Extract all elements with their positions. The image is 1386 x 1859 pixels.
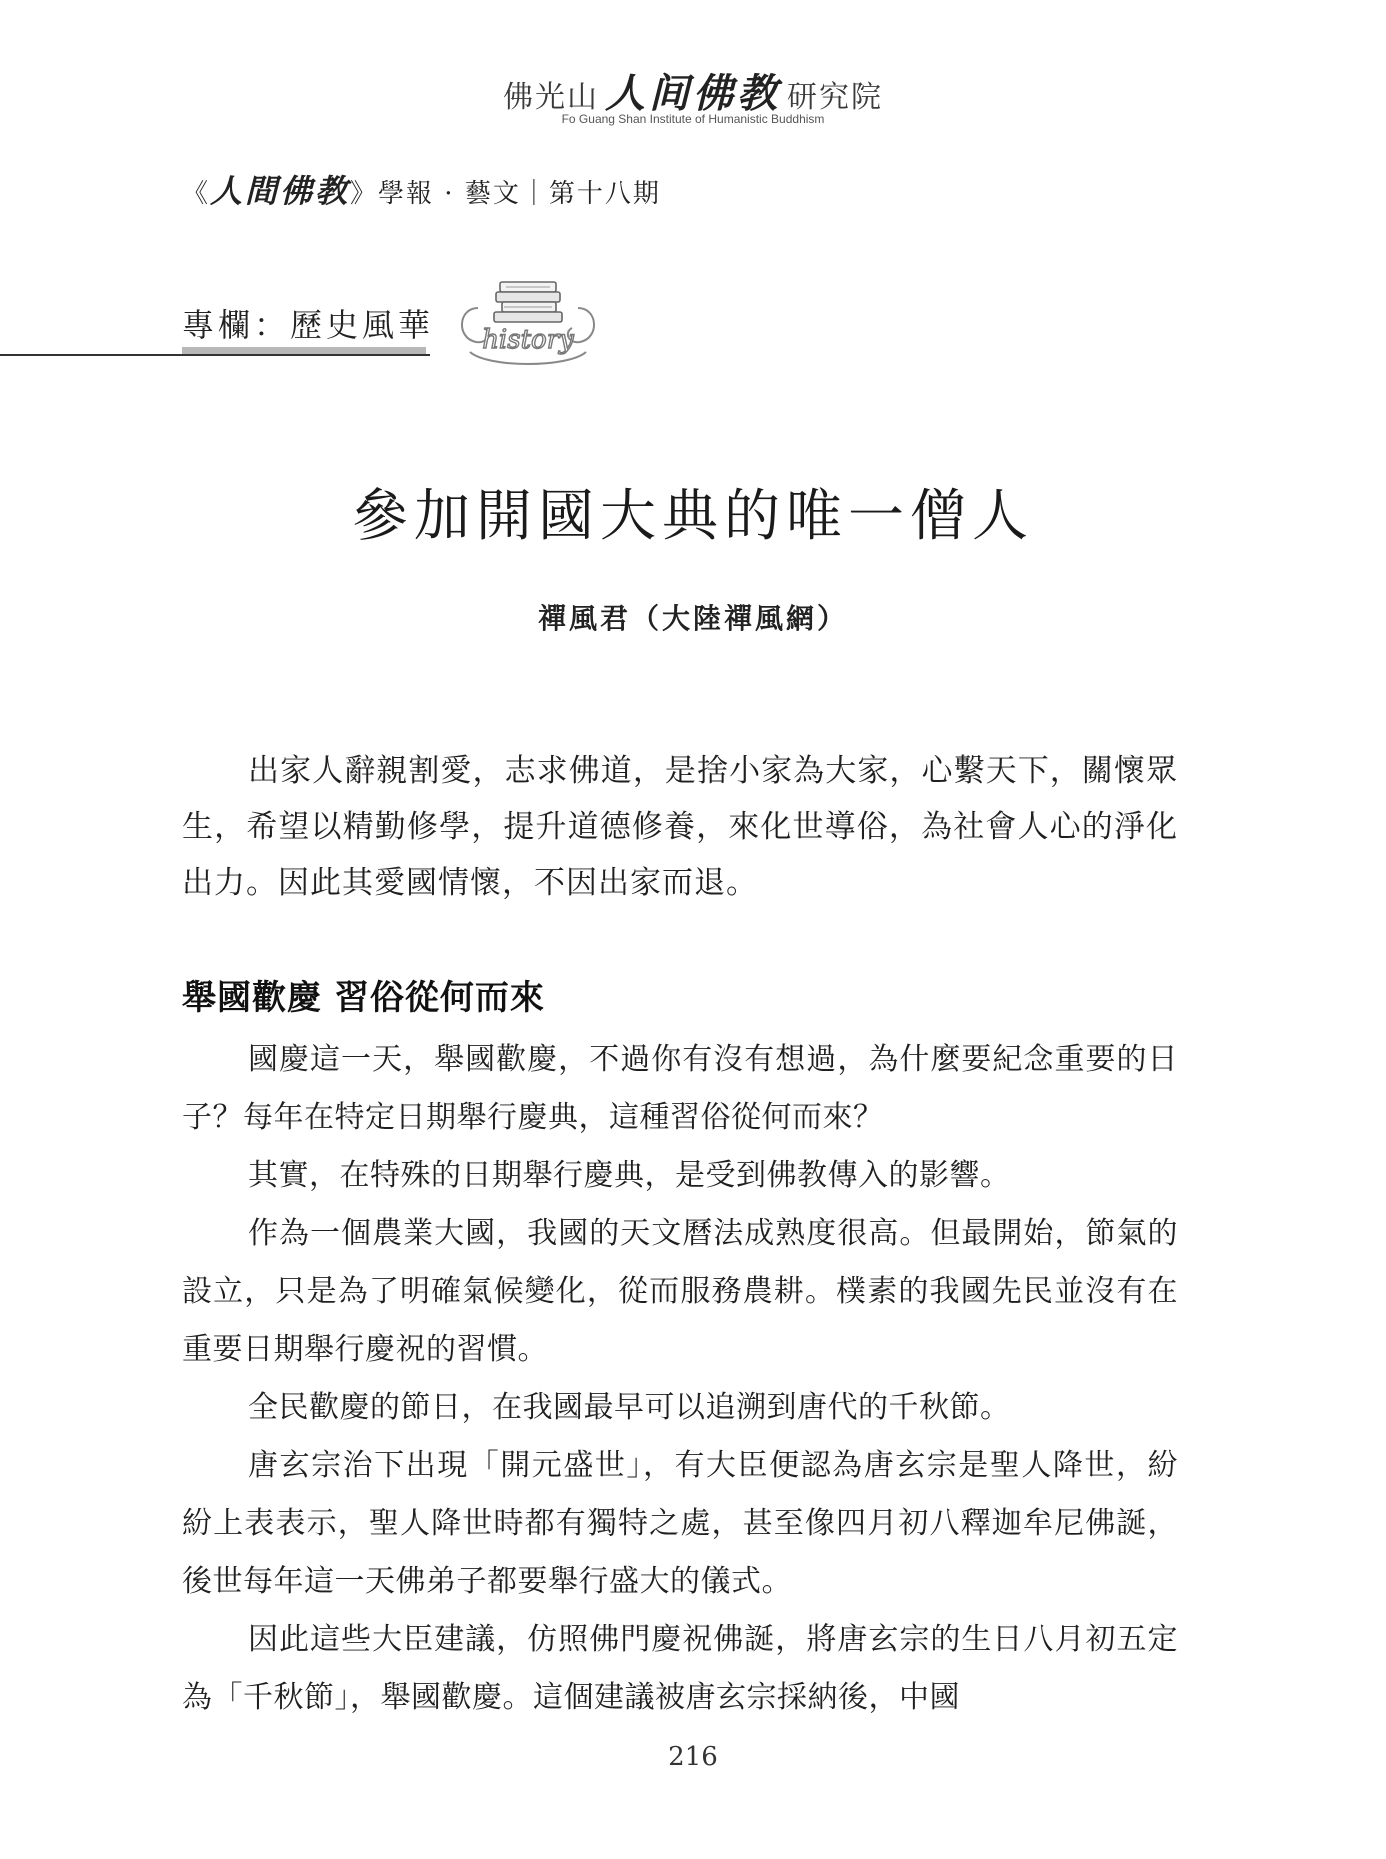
body-paragraph: 全民歡慶的節日，在我國最早可以追溯到唐代的千秋節。 xyxy=(248,1390,1011,1425)
section-heading: 舉國歡慶 習俗從何而來 xyxy=(182,978,545,1018)
institute-brand-logo: 人间佛教 xyxy=(605,70,781,117)
institute-english-name: Fo Guang Shan Institute of Humanistic Buddhism xyxy=(561,112,825,126)
journal-line xyxy=(182,166,661,212)
journal-issue: 》學報 · 藝文｜第十八期 xyxy=(350,179,661,209)
body-paragraph: 唐玄宗治下出現「開元盛世」，有大臣便認為唐玄宗是聖人降世，紛紛上表表示，聖人降世時都有獨特之處，甚至像四月初八釋迦牟尼佛誕，後世每年這一天佛弟子都要舉行盛大的儀式。 xyxy=(182,1448,1178,1599)
page-number: 216 xyxy=(668,1742,718,1772)
article-author: 禪風君（大陸禪風網） xyxy=(537,602,848,635)
journal-brand: 人間佛教 xyxy=(210,172,351,210)
body-text xyxy=(182,1031,1178,1727)
body-paragraph: 因此這些大臣建議，仿照佛門慶祝佛誕，將唐玄宗的生日八月初五定為「千秋節」，舉國歡慶。這個建議被唐玄宗採納後，中國 xyxy=(182,1622,1178,1715)
body-paragraph: 其實，在特殊的日期舉行慶典，是受到佛教傳入的影響。 xyxy=(248,1158,1011,1193)
institute-suffix: 研究院 xyxy=(787,80,883,115)
institute-header xyxy=(0,62,1386,119)
column-label: 專欄：歷史風華 xyxy=(182,306,435,344)
column-rule xyxy=(0,354,430,356)
body-paragraph: 作為一個農業大國，我國的天文曆法成熟度很高。但最開始，節氣的設立，只是為了明確氣候變化，從而服務農耕。樸素的我國先民並沒有在重要日期舉行慶祝的習慣。 xyxy=(182,1216,1178,1367)
history-books-emblem-icon xyxy=(448,268,608,376)
history-emblem-word: history xyxy=(482,325,574,355)
body-paragraph: 國慶這一天，舉國歡慶，不過你有沒有想過，為什麼要紀念重要的日子？每年在特定日期舉行慶典，這種習俗從何而來？ xyxy=(182,1042,1178,1135)
institute-prefix: 佛光山 xyxy=(503,80,599,115)
article-title: 參加開國大典的唯一僧人 xyxy=(352,484,1034,549)
intro-paragraph: 出家人辭親割愛，志求佛道，是捨小家為大家，心繫天下，關懷眾生，希望以精勤修學，提升道德修養，來化世導俗，為社會人心的淨化出力。因此其愛國情懷，不因出家而退。 xyxy=(182,753,1178,901)
column-underline xyxy=(182,347,426,354)
journal-open-bracket: 《 xyxy=(182,179,211,209)
